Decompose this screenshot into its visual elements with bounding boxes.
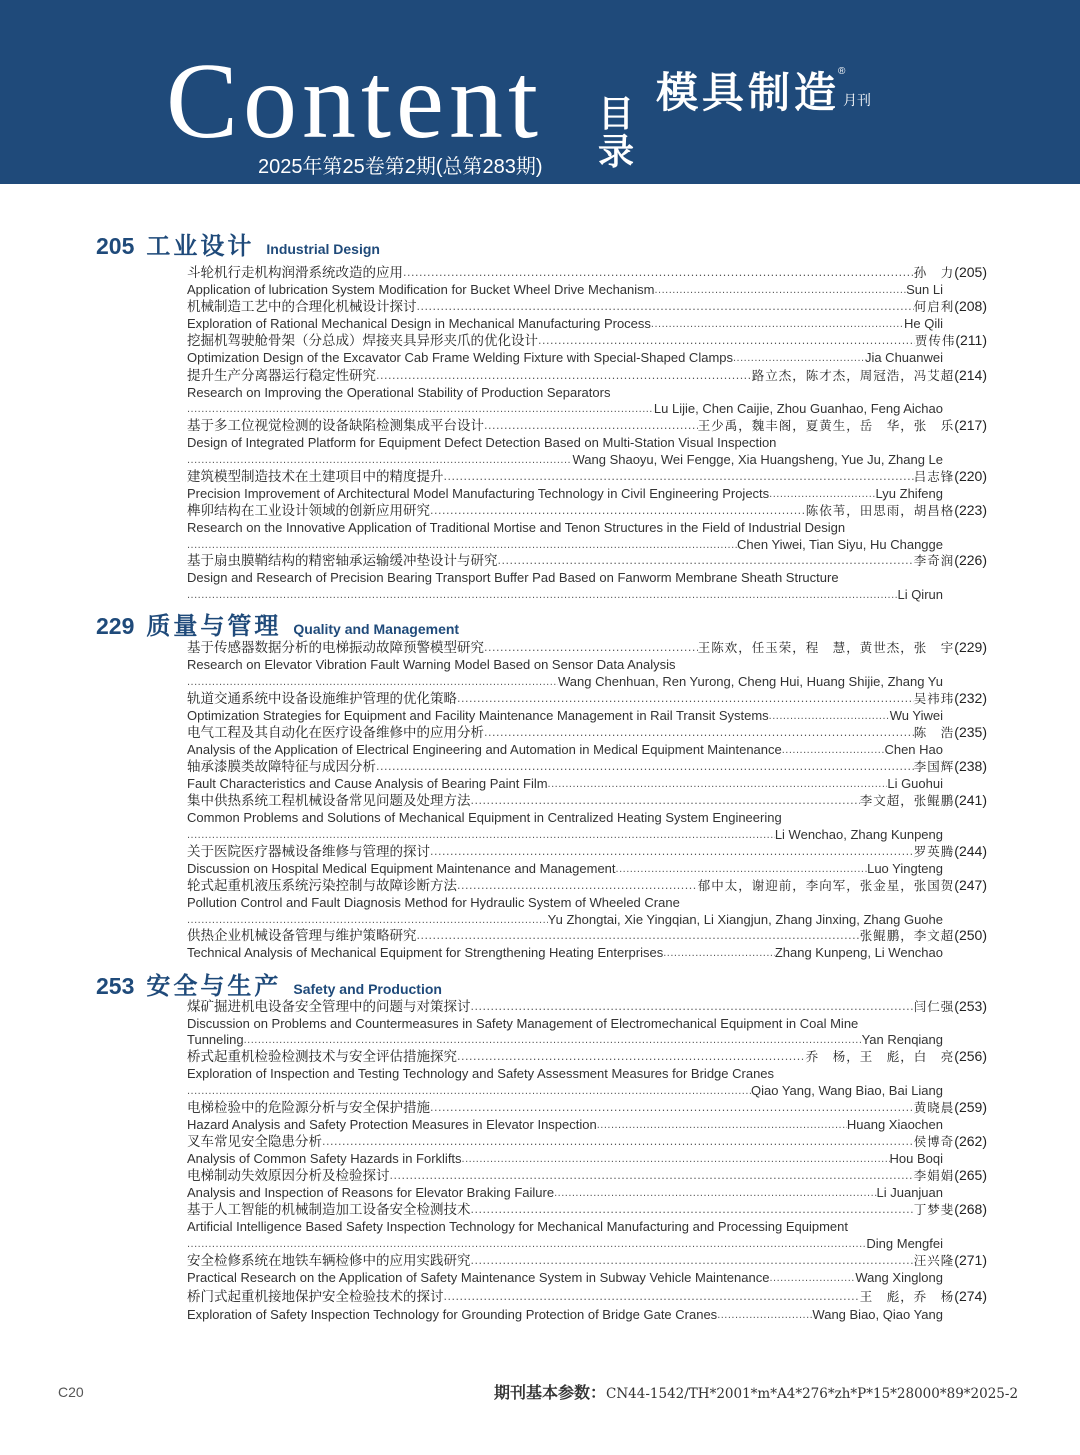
article-title-en: Fault Characteristics and Cause Analysis of Bearing Paint Film (187, 776, 548, 791)
toc-entry[interactable]: 挖掘机驾驶舱骨架（分总成）焊接夹具异形夹爪的优化设计 ..... 贾传伟(211) (187, 331, 987, 349)
article-title-cn: 轨道交通系统中设备设施维护管理的优化策略 (187, 691, 457, 707)
toc-entry-en (187, 568, 943, 586)
article-title-en: Analysis of Common Safety Hazards in Forklifts (187, 1151, 462, 1166)
page-number: 220 (958, 468, 983, 484)
article-title-en: Technical Analysis of Mechanical Equipment for Strengthening Heating Enterprises (187, 945, 664, 960)
page-number: 211 (960, 332, 983, 348)
article-authors-en: Wu Yiwei (889, 708, 943, 723)
article-title-en: Artificial Intelligence Based Safety Inspection Technology for Mechanical Manufacturing and Processing Equipment (187, 1219, 848, 1234)
toc-entry[interactable]: 电梯检验中的危险源分析与安全保护措施 ..... 黄晓晨(259) (187, 1098, 987, 1116)
mulu-label: 目录 (598, 94, 635, 173)
toc-entry-en-authors (187, 1030, 943, 1048)
page-number: 262 (958, 1133, 983, 1149)
section-number: 253 (96, 973, 135, 999)
toc-entry-en (187, 433, 943, 451)
article-title-en: Application of lubrication System Modification for Bucket Wheel Drive Mechanism (187, 282, 655, 297)
article-title-cn: 基于人工智能的机械制造加工设备安全检测技术 (187, 1202, 471, 1218)
toc-entry[interactable]: 基于多工位视觉检测的设备缺陷检测集成平台设计 ..... 王少禹，魏丰阁，夏黄生，岳 华，张 乐(217) (187, 416, 987, 434)
toc-entry-en (187, 314, 943, 332)
page-number: 229 (958, 639, 983, 655)
article-authors-en: Li Wenchao, Zhang Kunpeng (774, 827, 943, 842)
article-authors-cn: 何启利 (913, 299, 955, 314)
toc-entry-en (187, 1149, 943, 1167)
registered-mark: ® (838, 66, 846, 77)
page-number: 235 (958, 724, 983, 740)
article-title-cn: 挖掘机驾驶舱骨架（分总成）焊接夹具异形夹爪的优化设计 (187, 333, 538, 349)
article-title-cn: 电气工程及其自动化在医疗设备维修中的应用分析 (187, 725, 484, 741)
article-title-en: Optimization Strategies for Equipment and Facility Maintenance Management in Rail Transit Systems (187, 708, 769, 723)
article-title-cn: 集中供热系统工程机械设备常见问题及处理方法 (187, 793, 471, 809)
article-authors-cn: 汪兴隆 (913, 1253, 955, 1268)
toc-entry[interactable]: 轴承漆膜类故障特征与成因分析 ..... 李国辉(238) (187, 757, 987, 775)
page-number: 208 (958, 298, 983, 314)
article-title-en: Exploration of Rational Mechanical Design in Mechanical Manufacturing Process (187, 316, 651, 331)
article-authors-cn: 丁梦斐 (913, 1202, 955, 1217)
article-authors-cn: 李奇润 (913, 553, 955, 568)
article-authors-cn: 王少禹，魏丰阁，夏黄生，岳 华，张 乐 (697, 418, 955, 433)
toc-entry[interactable]: 集中供热系统工程机械设备常见问题及处理方法 ..... 李文超，张鲲鹏(241) (187, 791, 987, 809)
toc-entry-en (187, 1064, 943, 1082)
page-number: 217 (958, 417, 983, 433)
toc-entry-en (187, 774, 943, 792)
page-number: 223 (958, 502, 983, 518)
article-title-en: Analysis of the Application of Electrical Engineering and Automation in Medical Equipment Maintenance (187, 742, 782, 757)
toc-entry-en (187, 808, 943, 826)
page-number: 250 (958, 927, 983, 943)
page-number: 259 (958, 1099, 983, 1115)
section-title-en: Quality and Management (293, 621, 460, 637)
toc-entry[interactable]: 关于医院医疗器械设备维修与管理的探讨 ..... 罗英腾(244) (187, 842, 987, 860)
toc-entry[interactable]: 桥式起重机检验检测技术与安全评估措施探究 ..... 乔 杨，王 彪，白 亮(256) (187, 1047, 987, 1065)
page-number: 205 (958, 264, 983, 280)
issue-line: 2025年第25卷第2期(总第283期) (258, 156, 543, 178)
article-title-cn: 斗轮机行走机构润滑系统改造的应用 (187, 265, 403, 281)
toc-entry-en (187, 1268, 943, 1286)
article-authors-cn: 张鲲鹏，李文超 (859, 928, 955, 943)
article-title-en: Pollution Control and Fault Diagnosis Method for Hydraulic System of Wheeled Crane (187, 895, 680, 910)
toc-entry[interactable]: 轮式起重机液压系统污染控制与故障诊断方法 ..... 郁中太，谢迎前，李向军，张金星，张国贺(247) (187, 876, 987, 894)
toc-entry[interactable]: 轨道交通系统中设备设施维护管理的优化策略 ..... 吴祎玮(232) (187, 689, 987, 707)
toc-entry[interactable]: 电气工程及其自动化在医疗设备维修中的应用分析 ..... 陈 浩(235) (187, 723, 987, 741)
article-authors-en: Chen Hao (884, 742, 943, 757)
article-authors-cn: 贾传伟 (914, 333, 956, 348)
article-title-cn: 建筑模型制造技术在土建项目中的精度提升 (187, 469, 444, 485)
toc-entry-en-authors (187, 825, 943, 843)
article-authors-en: Li Guohui (887, 776, 943, 791)
header-banner (0, 0, 1080, 184)
toc-entry[interactable]: 机械制造工艺中的合理化机械设计探讨 ..... 何启利(208) (187, 297, 987, 315)
article-title-en-cont: Tunneling (187, 1032, 244, 1047)
page-number: 256 (958, 1048, 983, 1064)
toc-entry-en (187, 348, 943, 366)
article-authors-cn: 侯博奇 (913, 1134, 955, 1149)
article-title-en: Precision Improvement of Architectural Model Manufacturing Technology in Civil Engineering Projects (187, 486, 770, 501)
toc-entry-en (187, 655, 943, 673)
article-title-cn: 轴承漆膜类故障特征与成因分析 (187, 759, 376, 775)
article-authors-cn: 吴祎玮 (913, 691, 955, 706)
toc-entry-en-authors (187, 585, 943, 603)
toc-entry[interactable]: 叉车常见安全隐患分析 ..... 侯博奇(262) (187, 1132, 987, 1150)
article-title-en: Discussion on Problems and Countermeasures in Safety Management of Electromechanical Equipment in Coal Mine (187, 1016, 859, 1031)
article-title-cn: 桥门式起重机接地保护安全检验技术的探讨 (187, 1289, 444, 1305)
article-authors-en: Qiao Yang, Wang Biao, Bai Liang (751, 1083, 943, 1098)
article-authors-cn: 黄晓晨 (913, 1100, 955, 1115)
article-authors-en: Lyu Zhifeng (875, 486, 943, 501)
article-title-cn: 供热企业机械设备管理与维护策略研究 (187, 928, 417, 944)
toc-entry[interactable]: 建筑模型制造技术在土建项目中的精度提升 ..... 吕志锋(220) (187, 467, 987, 485)
article-title-cn: 电梯检验中的危险源分析与安全保护措施 (187, 1100, 430, 1116)
toc-entry-en (187, 484, 943, 502)
article-authors-cn: 陈 浩 (913, 725, 955, 740)
toc-entry-en (187, 1183, 943, 1201)
article-title-cn: 叉车常见安全隐患分析 (187, 1134, 322, 1150)
article-authors-en: Li Juanjuan (876, 1185, 943, 1200)
toc-entry-en (187, 943, 943, 961)
article-authors-en: Yu Zhongtai, Xie Yingqian, Li Xiangjun, Zhang Jinxing, Zhang Guohe (547, 912, 943, 927)
article-title-en: Research on Elevator Vibration Fault Warning Model Based on Sensor Data Analysis (187, 657, 676, 672)
article-title-cn: 安全检修系统在地铁车辆检修中的应用实践研究 (187, 1253, 471, 1269)
page-number: 238 (958, 758, 983, 774)
section-title-cn: 工业设计 (146, 232, 255, 260)
page-number: 226 (958, 552, 983, 568)
article-title-cn: 煤矿掘进机电设备安全管理中的问题与对策探讨 (187, 999, 471, 1015)
article-title-en: Exploration of Inspection and Testing Technology and Safety Assessment Measures for Bridge Cranes (187, 1066, 775, 1081)
article-authors-cn: 李国辉 (913, 759, 955, 774)
section-title-en: Industrial Design (266, 241, 380, 257)
journal-logo: 模具制造 (656, 68, 841, 117)
toc-entry-en (187, 1115, 943, 1133)
toc-entry-en (187, 280, 943, 298)
toc-entry-en-authors (187, 1081, 943, 1099)
toc-entry[interactable]: 安全检修系统在地铁车辆检修中的应用实践研究 ..... 汪兴隆(271) (187, 1251, 987, 1269)
article-authors-en: Li Qirun (897, 587, 943, 602)
toc-entry-en (187, 1217, 943, 1235)
page-label: C20 (58, 1384, 84, 1400)
journal-frequency: 月刊 (843, 92, 871, 108)
article-title-cn: 榫卯结构在工业设计领域的创新应用研究 (187, 503, 430, 519)
article-authors-cn: 陈依苇，田思雨，胡昌格 (805, 503, 955, 518)
article-title-en: Research on the Innovative Application of Traditional Mortise and Tenon Structures in the Field of Industrial Design (187, 520, 846, 535)
article-title-cn: 基于多工位视觉检测的设备缺陷检测集成平台设计 (187, 418, 484, 434)
toc-entry[interactable]: 基于扇虫膜鞘结构的精密轴承运输缓冲垫设计与研究 ..... 李奇润(226) (187, 551, 987, 569)
toc-entry[interactable]: 榫卯结构在工业设计领域的创新应用研究 ..... 陈依苇，田思雨，胡昌格(223) (187, 501, 987, 519)
article-authors-en: Chen Yiwei, Tian Siyu, Hu Changge (737, 537, 943, 552)
toc-entry[interactable]: 电梯制动失效原因分析及检验探讨 ..... 李娟娟(265) (187, 1166, 987, 1184)
page-number: 241 (958, 792, 983, 808)
page-number: 247 (958, 877, 983, 893)
article-title-cn: 电梯制动失效原因分析及检验探讨 (187, 1168, 390, 1184)
article-authors-cn: 李文超，张鲲鹏 (859, 793, 955, 808)
article-authors-cn: 罗英腾 (913, 844, 955, 859)
article-authors-en: Jia Chuanwei (864, 350, 943, 365)
article-authors-en: Luo Yingteng (867, 861, 943, 876)
article-title-cn: 关于医院医疗器械设备维修与管理的探讨 (187, 844, 430, 860)
section-title-en: Safety and Production (293, 981, 442, 997)
toc-entry-en (187, 518, 943, 536)
content-title: Content (166, 42, 543, 161)
article-authors-en: Sun Li (906, 282, 943, 297)
article-title-cn: 轮式起重机液压系统污染控制与故障诊断方法 (187, 878, 457, 894)
article-authors-cn: 郁中太，谢迎前，李向军，张金星，张国贺 (697, 878, 955, 893)
article-title-cn: 基于传感器数据分析的电梯振动故障预警模型研究 (187, 640, 484, 656)
toc-entry-en-authors (187, 450, 943, 468)
toc-entry[interactable]: 煤矿掘进机电设备安全管理中的问题与对策探讨 ..... 闫仁强(253) (187, 997, 987, 1015)
article-authors-en: Huang Xiaochen (846, 1117, 943, 1132)
article-authors-en: Wang Xinglong (855, 1270, 943, 1285)
page-number: 232 (958, 690, 983, 706)
article-authors-cn: 孙 力 (913, 265, 955, 280)
section-header (96, 966, 442, 1000)
article-title-en: Design and Research of Precision Bearing Transport Buffer Pad Based on Fanworm Membrane Sheath Structure (187, 570, 839, 585)
article-title-en: Discussion on Hospital Medical Equipment Maintenance and Management (187, 861, 616, 876)
article-title-cn: 机械制造工艺中的合理化机械设计探讨 (187, 299, 417, 315)
toc-entry[interactable]: 桥门式起重机接地保护安全检验技术的探讨 ..... 王 彪，乔 杨(274) (187, 1287, 987, 1305)
toc-entry-en (187, 859, 943, 877)
article-authors-cn: 吕志锋 (913, 469, 955, 484)
page-number: 271 (958, 1252, 983, 1268)
toc-entry[interactable]: 供热企业机械设备管理与维护策略研究 ..... 张鲲鹏，李文超(250) (187, 926, 987, 944)
article-authors-en: Lu Lijie, Chen Caijie, Zhou Guanhao, Feng Aichao (653, 401, 943, 416)
section-title-cn: 质量与管理 (146, 612, 282, 640)
article-authors-en: Hou Boqi (889, 1151, 943, 1166)
journal-params (494, 1380, 1018, 1403)
article-title-en: Exploration of Safety Inspection Technology for Grounding Protection of Bridge Gate Cranes (187, 1307, 718, 1322)
article-authors-cn: 闫仁强 (913, 999, 955, 1014)
article-authors-cn: 乔 杨，王 彪，白 亮 (805, 1049, 955, 1064)
toc-entry-en (187, 740, 943, 758)
article-title-en: Analysis and Inspection of Reasons for Elevator Braking Failure (187, 1185, 555, 1200)
article-authors-cn: 路立杰，陈才杰，周冠浩，冯艾超 (751, 368, 955, 383)
article-title-en: Research on Improving the Operational Stability of Production Separators (187, 385, 611, 400)
article-authors-cn: 王 彪，乔 杨 (859, 1289, 955, 1304)
page-number: 265 (958, 1167, 983, 1183)
article-title-en: Practical Research on the Application of Safety Maintenance System in Subway Vehicle Maintenance (187, 1270, 770, 1285)
article-authors-en: Ding Mengfei (866, 1236, 943, 1251)
toc-entry[interactable]: 斗轮机行走机构润滑系统改造的应用 ..... 孙 力(205) (187, 263, 987, 281)
params-label: 期刊基本参数： (494, 1383, 607, 1402)
article-title-en: Design of Integrated Platform for Equipment Defect Detection Based on Multi-Station Visual Inspection (187, 435, 777, 450)
article-title-en: Common Problems and Solutions of Mechanical Equipment in Centralized Heating System Engineering (187, 810, 782, 825)
article-authors-en: Wang Chenhuan, Ren Yurong, Cheng Hui, Huang Shijie, Zhang Yu (558, 674, 943, 689)
page-number: 253 (958, 998, 983, 1014)
article-title-en: Optimization Design of the Excavator Cab Frame Welding Fixture with Special-Shaped Clamps (187, 350, 733, 365)
article-title-en: Hazard Analysis and Safety Protection Measures in Elevator Inspection (187, 1117, 597, 1132)
section-header (96, 606, 460, 640)
article-authors-cn: 李娟娟 (913, 1168, 955, 1183)
toc-entry-en-authors (187, 672, 943, 690)
article-authors-en: He Qili (903, 316, 943, 331)
toc-entry[interactable]: 基于传感器数据分析的电梯振动故障预警模型研究 ..... 王陈欢，任玉荣，程 慧，黄世杰，张 宇(229) (187, 638, 987, 656)
toc-entry-en-authors (187, 1234, 943, 1252)
toc-entry[interactable]: 基于人工智能的机械制造加工设备安全检测技术 ..... 丁梦斐(268) (187, 1200, 987, 1218)
page-number: 244 (958, 843, 983, 859)
article-title-cn: 提升生产分离器运行稳定性研究 (187, 368, 376, 384)
toc-entry-en (187, 706, 943, 724)
article-authors-en: Wang Biao, Qiao Yang (812, 1307, 943, 1322)
article-authors-en: Zhang Kunpeng, Li Wenchao (774, 945, 943, 960)
article-authors-en: Yan Renqiang (861, 1032, 943, 1047)
section-title-cn: 安全与生产 (146, 972, 282, 1000)
toc-entry-en (187, 1305, 943, 1323)
params-value: CN44-1542/TH*2001*m*A4*276*zh*P*15*28000*89*2025-2 (606, 1386, 1019, 1402)
page-number: 214 (958, 367, 983, 383)
toc-entry-en (187, 893, 943, 911)
article-authors-cn: 王陈欢，任玉荣，程 慧，黄世杰，张 宇 (697, 640, 955, 655)
toc-entry[interactable]: 提升生产分离器运行稳定性研究 ..... 路立杰，陈才杰，周冠浩，冯艾超(214) (187, 366, 987, 384)
page-number: 268 (958, 1201, 983, 1217)
toc-entry-en-authors (187, 399, 943, 417)
section-header (96, 226, 380, 260)
article-title-cn: 桥式起重机检验检测技术与安全评估措施探究 (187, 1049, 457, 1065)
article-title-cn: 基于扇虫膜鞘结构的精密轴承运输缓冲垫设计与研究 (187, 553, 498, 569)
section-number: 229 (96, 613, 135, 639)
section-number: 205 (96, 233, 135, 259)
page-number: 274 (958, 1288, 983, 1304)
article-authors-en: Wang Shaoyu, Wei Fengge, Xia Huangsheng, Yue Ju, Zhang Le (572, 452, 943, 467)
